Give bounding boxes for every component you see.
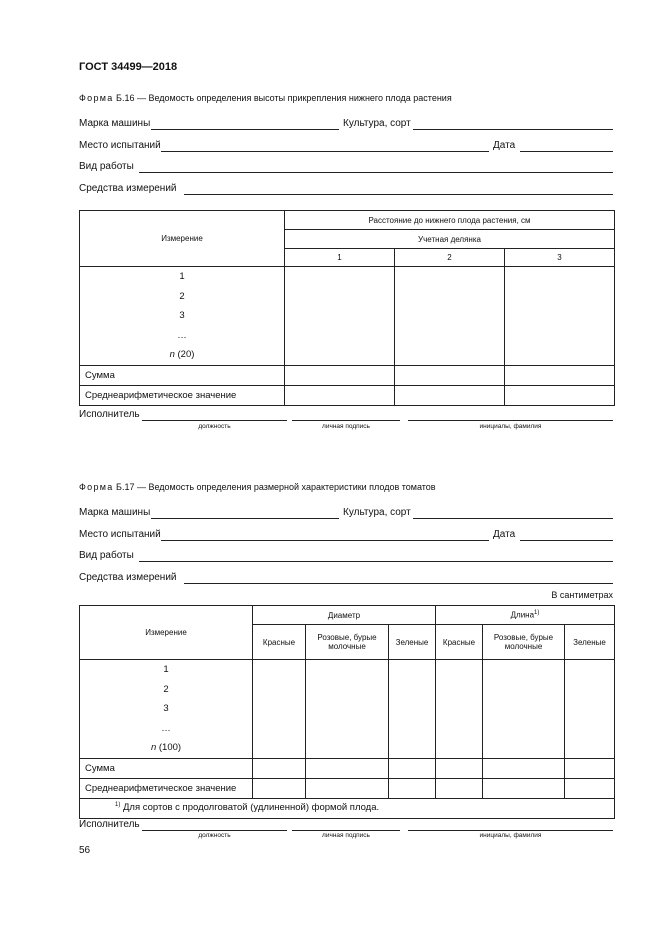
form17-measure-rows: [80, 660, 253, 759]
form16-row-label: 3: [179, 310, 185, 321]
form16-row-label: 2: [179, 290, 185, 302]
form16-title: [79, 93, 452, 103]
form17-cell[interactable]: [389, 758, 436, 778]
form17-means-label: Средства измерений: [79, 572, 177, 583]
form17-row-label: 2: [163, 683, 169, 695]
form17-cell[interactable]: [253, 758, 306, 778]
form17-category-header: Зеленые: [565, 625, 615, 660]
form16-means-field[interactable]: [184, 194, 613, 195]
form16-crop-label: Культура, сорт: [343, 118, 411, 129]
form16-name-field[interactable]: [408, 420, 613, 421]
form16-cell[interactable]: [395, 385, 505, 405]
form17-name-caption: инициалы, фамилия: [479, 832, 542, 839]
form16-measure-rows: [80, 267, 285, 366]
form17-date-field[interactable]: [520, 540, 613, 541]
form16-plot-header: 3: [505, 249, 615, 267]
form17-footnote-text: Для сортов с продолговатой (удлиненной) формой плода.: [120, 802, 380, 814]
form17-crop-field[interactable]: [413, 518, 613, 519]
form16-cell[interactable]: [395, 267, 505, 366]
form17-title: [79, 482, 436, 492]
form17-category-header: Зеленые: [389, 625, 436, 660]
form17-machine-label: Марка машины: [79, 507, 151, 518]
form16-place-field[interactable]: [161, 151, 489, 152]
form16-signature-caption: личная подпись: [322, 423, 370, 430]
form17-footnote: [80, 798, 615, 818]
form17-mean-label: Среднеарифметическое значение: [80, 778, 253, 798]
form17-position-field[interactable]: [142, 830, 287, 831]
form17-category-header: Розовые, бурые молочные: [483, 625, 565, 660]
form16-subgroup-header: Учетная делянка: [285, 230, 615, 249]
form17-position-caption: должность: [198, 832, 231, 839]
form16-name-caption: инициалы, фамилия: [479, 423, 542, 430]
form17-row-label: 1: [163, 664, 169, 675]
form17-row-label: 3: [163, 703, 169, 714]
form17-cell[interactable]: [253, 778, 306, 798]
form16-work-field[interactable]: [139, 172, 613, 173]
form17-category-header: Красные: [253, 625, 306, 660]
form17-category-header: Красные: [436, 625, 483, 660]
form16-table: [79, 210, 615, 406]
form17-sum-label: Сумма: [80, 758, 253, 778]
form17-place-label: Место испытаний: [79, 529, 161, 540]
document-header: ГОСТ 34499—2018: [79, 61, 178, 73]
form16-plot-header: 1: [285, 249, 395, 267]
form17-name-field[interactable]: [408, 830, 613, 831]
form16-crop-field[interactable]: [413, 129, 613, 130]
form16-place-label: Место испытаний: [79, 140, 161, 151]
form16-executor-label: Исполнитель: [79, 409, 140, 420]
form17-cell[interactable]: [565, 778, 615, 798]
form16-sum-label: Сумма: [80, 365, 285, 385]
form17-col-measure: Измерение: [80, 606, 253, 660]
form17-category-header: Розовые, бурые молочные: [306, 625, 389, 660]
form16-title-text: Б.16 — Ведомость определения высоты прикрепления нижнего плода растения: [113, 93, 452, 103]
form16-mean-label: Среднеарифметическое значение: [80, 385, 285, 405]
form16-cell[interactable]: [285, 365, 395, 385]
form16-cell[interactable]: [285, 267, 395, 366]
form16-cell[interactable]: [505, 365, 615, 385]
form16-cell[interactable]: [285, 385, 395, 405]
page-number: 56: [79, 845, 91, 856]
form17-footnote-mark: 1): [115, 802, 121, 809]
form16-group-header: Расстояние до нижнего плода растения, см: [285, 211, 615, 230]
form16-means-label: Средства измерений: [79, 183, 177, 194]
form17-prefix: Форма: [79, 482, 114, 492]
form16-cell[interactable]: [395, 365, 505, 385]
form17-row-label: n (100): [150, 742, 182, 753]
form17-diameter-header: Диаметр: [253, 606, 436, 625]
form17-machine-field[interactable]: [151, 518, 339, 519]
form17-cell[interactable]: [389, 778, 436, 798]
form17-title-text: Б.17 — Ведомость определения размерной характеристики плодов томатов: [113, 482, 436, 492]
form16-row-label: 1: [179, 271, 185, 282]
form17-cell[interactable]: [565, 758, 615, 778]
form16-row-label: …: [177, 329, 187, 341]
form17-work-field[interactable]: [139, 561, 613, 562]
form17-cell[interactable]: [436, 758, 483, 778]
form17-cell[interactable]: [306, 778, 389, 798]
form16-row-label: n (20): [169, 349, 195, 360]
form16-date-label: Дата: [493, 140, 516, 151]
form17-length-note-mark: 1): [534, 610, 540, 617]
form16-cell[interactable]: [505, 267, 615, 366]
form17-cell[interactable]: [306, 758, 389, 778]
form17-length-header: [436, 606, 615, 625]
form17-signature-caption: личная подпись: [322, 832, 370, 839]
form16-date-field[interactable]: [520, 151, 613, 152]
form17-units: В сантиметрах: [551, 590, 613, 600]
form16-work-label: Вид работы: [79, 161, 134, 172]
form16-signature-field[interactable]: [292, 420, 400, 421]
form17-signature-field[interactable]: [292, 830, 400, 831]
form17-cell[interactable]: [483, 778, 565, 798]
form17-cell[interactable]: [436, 778, 483, 798]
form17-cell[interactable]: [483, 758, 565, 778]
form17-work-label: Вид работы: [79, 550, 134, 561]
form17-row-label: …: [161, 722, 171, 734]
form17-cell[interactable]: [436, 660, 483, 759]
form17-cell[interactable]: [389, 660, 436, 759]
form17-crop-label: Культура, сорт: [343, 507, 411, 518]
form17-cell[interactable]: [565, 660, 615, 759]
form16-cell[interactable]: [505, 385, 615, 405]
form16-prefix: Форма: [79, 93, 114, 103]
form17-date-label: Дата: [493, 529, 516, 540]
form16-machine-field[interactable]: [151, 129, 339, 130]
form17-cell[interactable]: [253, 660, 306, 759]
form17-place-field[interactable]: [161, 540, 489, 541]
form16-col-measure: Измерение: [80, 211, 285, 267]
form16-position-caption: должность: [198, 423, 231, 430]
form17-cell[interactable]: [483, 660, 565, 759]
form17-means-field[interactable]: [184, 583, 613, 584]
form17-table: [79, 605, 615, 819]
form16-position-field[interactable]: [142, 420, 287, 421]
form16-machine-label: Марка машины: [79, 118, 151, 129]
form17-length-text: Длина: [510, 610, 535, 620]
form17-executor-label: Исполнитель: [79, 819, 140, 830]
form16-plot-header: 2: [395, 249, 505, 267]
form17-cell[interactable]: [306, 660, 389, 759]
